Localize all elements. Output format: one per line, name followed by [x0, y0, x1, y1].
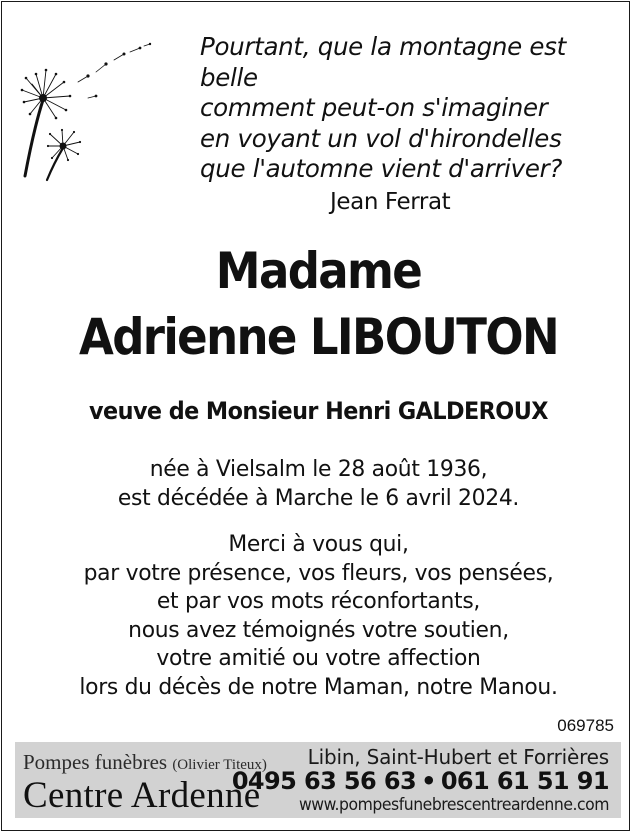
phone-numbers	[232, 767, 609, 795]
thanks-line: et par vos mots réconfortants,	[156, 588, 481, 615]
phone-separator: •	[421, 767, 436, 795]
poem-line: belle	[200, 62, 258, 92]
reference-number: 069785	[557, 716, 614, 735]
funeral-locations: Libin, Saint-Hubert et Forrières	[307, 745, 609, 769]
deceased-title: Madame	[215, 242, 422, 300]
phone-landline[interactable]: 061 61 51 91	[440, 767, 609, 795]
poem-quote	[200, 32, 620, 185]
funeral-home-name: Centre Ardenne	[23, 775, 261, 816]
poem-line: Pourtant, que la montagne est	[200, 32, 566, 61]
funeral-home-banner	[15, 742, 621, 818]
dandelion-illustration-icon	[16, 38, 166, 188]
thanks-line: par votre présence, vos fleurs, vos pensées,	[83, 559, 554, 586]
poem-line: comment peut-on s'imaginer	[200, 93, 548, 122]
poem-line: que l'automne vient d'arriver?	[200, 154, 563, 183]
birth-line: née à Vielsalm le 28 août 1936,	[149, 456, 488, 482]
funeral-owner: (Olivier Titeux)	[172, 757, 267, 773]
dates-block	[2, 455, 633, 512]
widow-of-line: veuve de Monsieur Henri GALDEROUX	[89, 397, 548, 425]
funeral-label-text: Pompes funèbres	[23, 750, 168, 774]
deceased-name: Adrienne LIBOUTON	[78, 308, 559, 366]
obituary-notice	[1, 1, 630, 831]
thanks-line: Merci à vous qui,	[228, 531, 409, 557]
poem-author: Jean Ferrat	[330, 189, 451, 215]
thanks-line: lors du décès de notre Maman, notre Manou.	[79, 673, 558, 700]
thanks-line: nous avez témoignés votre soutien,	[128, 616, 509, 643]
website-link[interactable]: www.pompesfunebrescentreardenne.com	[298, 795, 609, 815]
funeral-home-label	[23, 750, 267, 775]
death-line: est décédée à Marche le 6 avril 2024.	[117, 484, 520, 511]
phone-mobile[interactable]: 0495 63 56 63	[231, 767, 417, 795]
thanks-message	[2, 530, 633, 702]
thanks-line: votre amitié ou votre affection	[156, 645, 481, 672]
poem-line: en voyant un vol d'hirondelles	[200, 123, 562, 153]
